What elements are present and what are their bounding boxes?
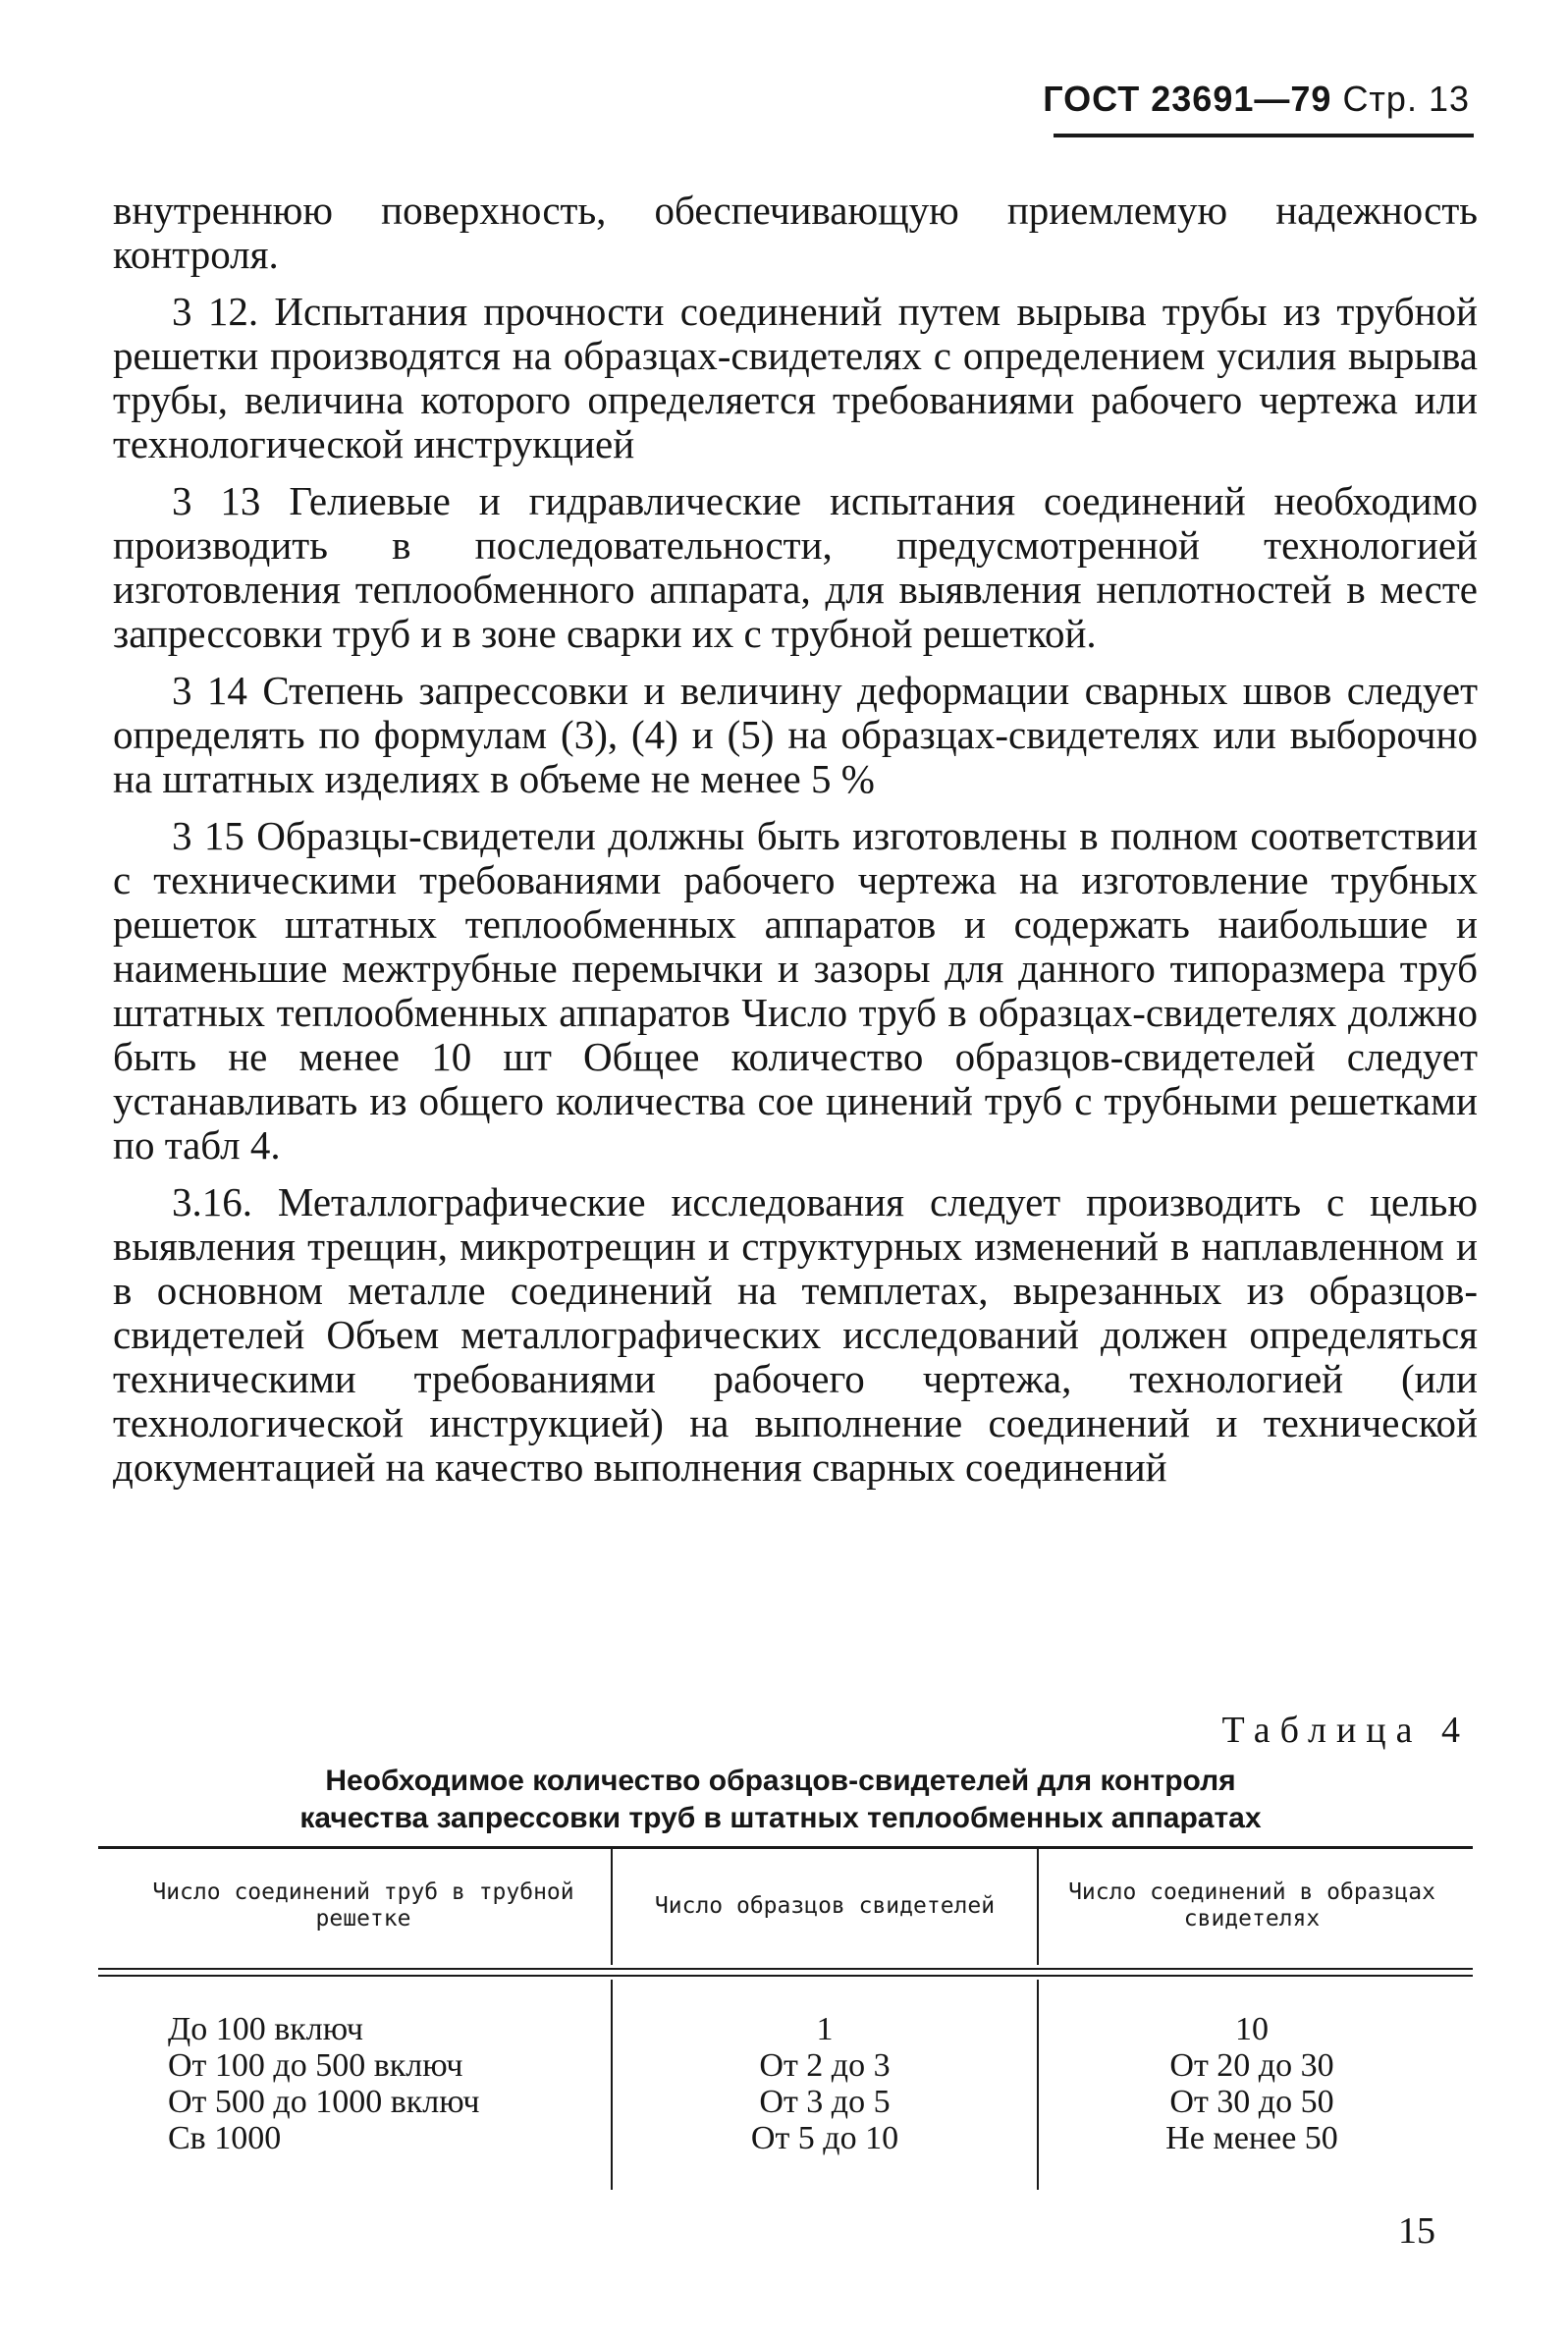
paragraph-3-15: 3 15 Образцы-свидетели должны быть изготовлены в полном соответствии с техническими требованиями рабочего чертежа на изготовление трубных решеток штатных теплообменных аппаратов и содержать наибольшие и наименьшие межтрубные перемычки и зазоры для данного типоразмера труб штатных теплообменных аппаратов Число труб в образцах-свидетелях должно быть не менее 10 шт Общее количество образцов-свидетелей следует устанавливать из общего количества сое цинений труб с трубными решетками по табл 4.: [113, 813, 1478, 1168]
table-title-line: Необходимое количество образцов-свидетелей для контроля: [325, 1765, 1236, 1797]
table-cell: От 5 до 10: [750, 2120, 899, 2156]
table-cell: От 30 до 50: [1169, 2084, 1334, 2120]
table-cell: От 3 до 5: [759, 2084, 891, 2120]
standard-code: ГОСТ 23691—79: [1043, 79, 1332, 119]
table-title-line: качества запрессовки труб в штатных теплообменных аппаратах: [299, 1802, 1262, 1834]
table-cell: Св 1000: [168, 2120, 282, 2156]
paragraph-3-16: 3.16. Металлографические исследования следует производить с целью выявления трещин, микротрещин и структурных изменений в наплавленном и в основном металле соединений на темплетах, вырезанных из образцов-свидетелей Объем металлографических исследований должен определяться техническими требованиями рабочего чертежа, технологией (или технологической инструкцией) на выполнение соединений и технической документацией на качество выполнения сварных соединений: [113, 1179, 1478, 1490]
table-header-rule: [98, 1975, 1473, 1977]
table-cell: От 100 до 500 включ: [168, 2047, 463, 2084]
page-label: Стр. 13: [1342, 79, 1470, 119]
table-header-rule: [98, 1968, 1473, 1970]
table-column-joints: [168, 2011, 600, 2156]
table-cell: От 500 до 1000 включ: [168, 2084, 480, 2120]
page-number: 15: [1398, 2210, 1435, 2252]
table-column-samples: [619, 2011, 1031, 2156]
column-header: Число соединений труб в трубной решетке: [152, 1879, 574, 1932]
table-title: [196, 1763, 1365, 1837]
paragraph-3-14: 3 14 Степень запрессовки и величину деформации сварных швов следует определять по формулам (3), (4) и (5) на образцах-свидетелях или выборочно на штатных изделиях в объеме не менее 5 %: [113, 668, 1478, 801]
column-divider: [1037, 1849, 1039, 1965]
paragraph-continuation: внутреннюю поверхность, обеспечивающую приемлемую надежность контроля.: [113, 188, 1478, 277]
header-rule: [1054, 134, 1474, 137]
column-header: Число образцов свидетелей: [654, 1892, 996, 1919]
data-table: [98, 1846, 1473, 2180]
table-cell: Не менее 50: [1165, 2120, 1338, 2156]
paragraph-3-12: 3 12. Испытания прочности соединений путем вырыва трубы из трубной решетки производятся на образцах-свидетелях с определением усилия вырыва трубы, величина которого определяется требованиями рабочего чертежа или технологической инструкцией: [113, 289, 1478, 466]
column-divider: [1037, 1980, 1039, 2190]
table-cell: До 100 включ: [168, 2011, 363, 2047]
table-cell: От 2 до 3: [759, 2047, 891, 2084]
page-header: [1043, 79, 1470, 120]
column-divider: [611, 1980, 613, 2190]
table-column-sample-joints: [1046, 2011, 1458, 2156]
table-cell: 1: [816, 2011, 834, 2047]
paragraph-3-13: 3 13 Гелиевые и гидравлические испытания соединений необходимо производить в последовательности, предусмотренной технологией изготовления теплообменного аппарата, для выявления неплотностей в месте запрессовки труб и в зоне сварки их с трубной решеткой.: [113, 478, 1478, 656]
table-caption: Таблица 4: [1221, 1710, 1470, 1751]
column-divider: [611, 1849, 613, 1965]
body-text: [113, 189, 1478, 1502]
table-cell: От 20 до 30: [1169, 2047, 1334, 2084]
column-header: Число соединений в образцах свидетелях: [1068, 1879, 1435, 1932]
table-cell: 10: [1235, 2011, 1269, 2047]
